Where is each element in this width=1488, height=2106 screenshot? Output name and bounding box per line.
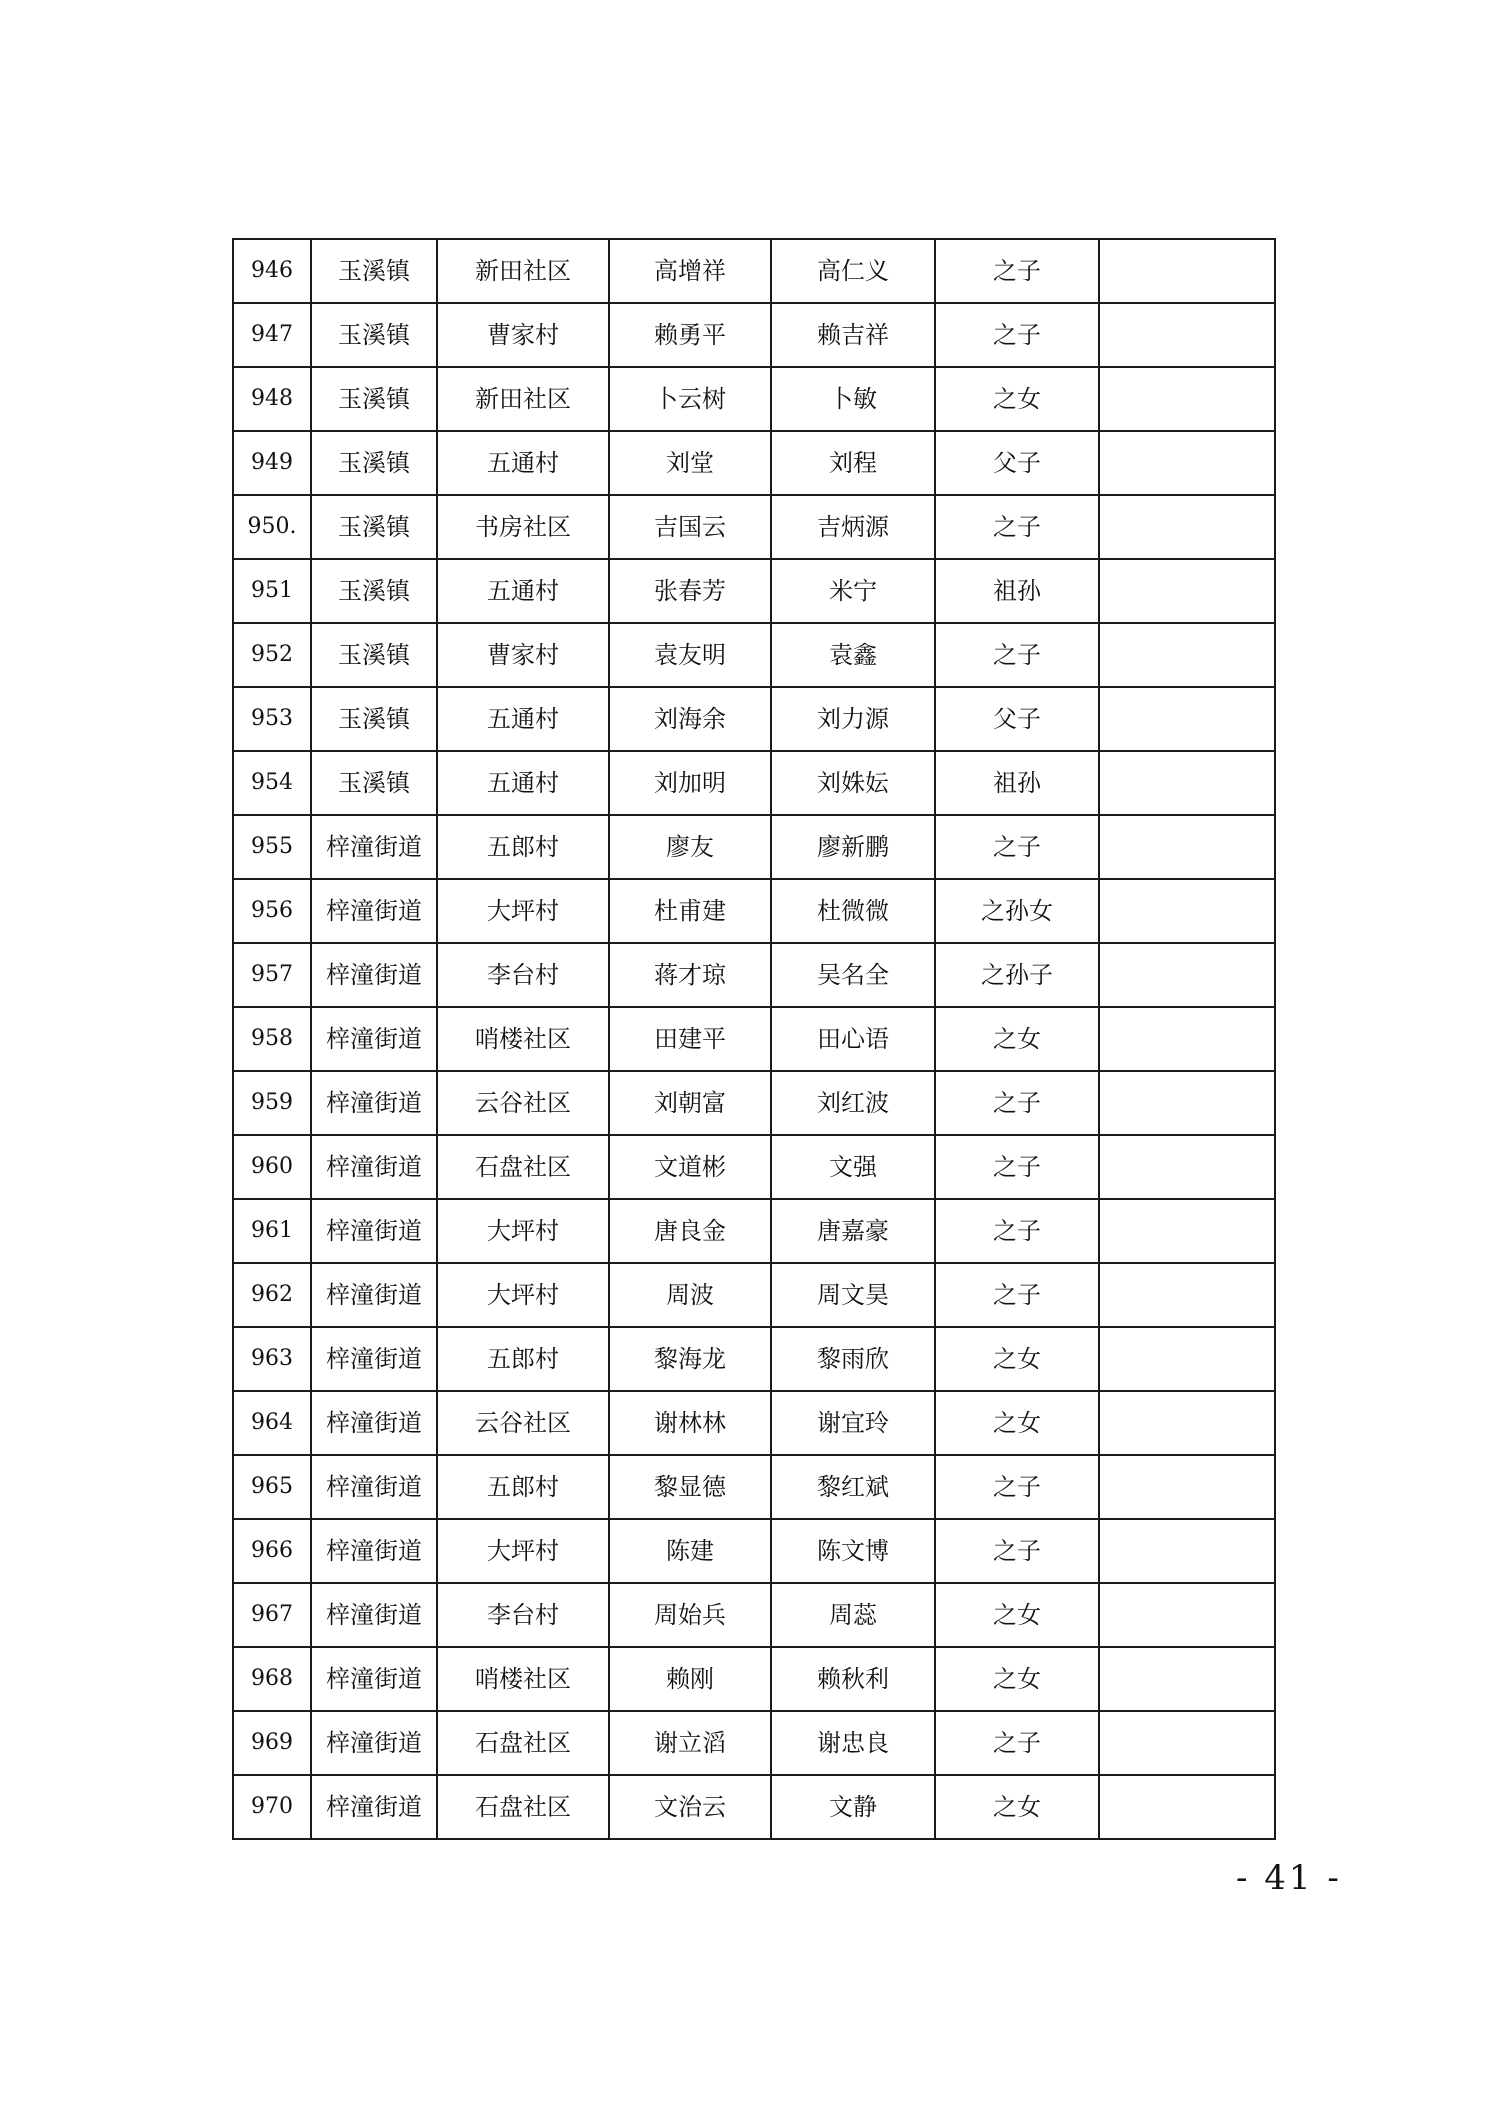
village-cell: 五通村 bbox=[437, 687, 609, 751]
relation-cell: 之子 bbox=[935, 495, 1099, 559]
table-row bbox=[233, 1711, 1275, 1775]
village-cell: 哨楼社区 bbox=[437, 1007, 609, 1071]
name-cell: 刘堂 bbox=[609, 431, 771, 495]
village-cell: 大坪村 bbox=[437, 879, 609, 943]
row-number: 955 bbox=[233, 815, 311, 879]
relative-name-cell: 谢宜玲 bbox=[771, 1391, 935, 1455]
name-cell: 高增祥 bbox=[609, 239, 771, 303]
relation-cell: 之女 bbox=[935, 1327, 1099, 1391]
note-cell bbox=[1099, 431, 1275, 495]
table-row bbox=[233, 1327, 1275, 1391]
town-cell: 梓潼街道 bbox=[311, 815, 437, 879]
relation-cell: 之子 bbox=[935, 303, 1099, 367]
relative-name-cell: 黎雨欣 bbox=[771, 1327, 935, 1391]
note-cell bbox=[1099, 239, 1275, 303]
relative-name-cell: 袁鑫 bbox=[771, 623, 935, 687]
relation-cell: 之女 bbox=[935, 1391, 1099, 1455]
village-cell: 哨楼社区 bbox=[437, 1647, 609, 1711]
relation-cell: 之子 bbox=[935, 1711, 1099, 1775]
relative-name-cell: 陈文博 bbox=[771, 1519, 935, 1583]
town-cell: 梓潼街道 bbox=[311, 1071, 437, 1135]
note-cell bbox=[1099, 1071, 1275, 1135]
relation-cell: 之子 bbox=[935, 239, 1099, 303]
village-cell: 五通村 bbox=[437, 559, 609, 623]
relative-name-cell: 文强 bbox=[771, 1135, 935, 1199]
village-cell: 五通村 bbox=[437, 431, 609, 495]
row-number: 949 bbox=[233, 431, 311, 495]
relation-cell: 之孙子 bbox=[935, 943, 1099, 1007]
row-number: 965 bbox=[233, 1455, 311, 1519]
town-cell: 梓潼街道 bbox=[311, 1647, 437, 1711]
relation-cell: 祖孙 bbox=[935, 751, 1099, 815]
name-cell: 吉国云 bbox=[609, 495, 771, 559]
name-cell: 赖勇平 bbox=[609, 303, 771, 367]
relative-name-cell: 廖新鹏 bbox=[771, 815, 935, 879]
name-cell: 袁友明 bbox=[609, 623, 771, 687]
table-row bbox=[233, 303, 1275, 367]
relation-cell: 之子 bbox=[935, 1199, 1099, 1263]
relation-cell: 之女 bbox=[935, 1647, 1099, 1711]
name-cell: 文道彬 bbox=[609, 1135, 771, 1199]
row-number: 966 bbox=[233, 1519, 311, 1583]
relative-name-cell: 周文昊 bbox=[771, 1263, 935, 1327]
relative-name-cell: 刘姝妘 bbox=[771, 751, 935, 815]
table-row bbox=[233, 1583, 1275, 1647]
name-cell: 蒋才琼 bbox=[609, 943, 771, 1007]
name-cell: 黎海龙 bbox=[609, 1327, 771, 1391]
village-cell: 书房社区 bbox=[437, 495, 609, 559]
table-row bbox=[233, 751, 1275, 815]
village-cell: 大坪村 bbox=[437, 1199, 609, 1263]
note-cell bbox=[1099, 1519, 1275, 1583]
relative-name-cell: 周蕊 bbox=[771, 1583, 935, 1647]
relative-name-cell: 赖吉祥 bbox=[771, 303, 935, 367]
table-row bbox=[233, 239, 1275, 303]
town-cell: 玉溪镇 bbox=[311, 239, 437, 303]
name-cell: 周波 bbox=[609, 1263, 771, 1327]
table-row bbox=[233, 815, 1275, 879]
table-row bbox=[233, 623, 1275, 687]
row-number: 958 bbox=[233, 1007, 311, 1071]
note-cell bbox=[1099, 751, 1275, 815]
relative-name-cell: 赖秋利 bbox=[771, 1647, 935, 1711]
relation-cell: 父子 bbox=[935, 431, 1099, 495]
table-row bbox=[233, 1455, 1275, 1519]
town-cell: 梓潼街道 bbox=[311, 1583, 437, 1647]
town-cell: 梓潼街道 bbox=[311, 1327, 437, 1391]
name-cell: 周始兵 bbox=[609, 1583, 771, 1647]
relation-cell: 之子 bbox=[935, 623, 1099, 687]
relative-name-cell: 刘力源 bbox=[771, 687, 935, 751]
name-cell: 张春芳 bbox=[609, 559, 771, 623]
relation-cell: 之女 bbox=[935, 367, 1099, 431]
village-cell: 五通村 bbox=[437, 751, 609, 815]
town-cell: 玉溪镇 bbox=[311, 367, 437, 431]
village-cell: 五郎村 bbox=[437, 815, 609, 879]
note-cell bbox=[1099, 1007, 1275, 1071]
table-row bbox=[233, 1519, 1275, 1583]
village-cell: 大坪村 bbox=[437, 1519, 609, 1583]
note-cell bbox=[1099, 1199, 1275, 1263]
row-number: 952 bbox=[233, 623, 311, 687]
name-cell: 黎显德 bbox=[609, 1455, 771, 1519]
row-number: 962 bbox=[233, 1263, 311, 1327]
relative-name-cell: 吴名全 bbox=[771, 943, 935, 1007]
note-cell bbox=[1099, 1391, 1275, 1455]
town-cell: 梓潼街道 bbox=[311, 1199, 437, 1263]
relative-name-cell: 黎红斌 bbox=[771, 1455, 935, 1519]
relation-cell: 之孙女 bbox=[935, 879, 1099, 943]
town-cell: 梓潼街道 bbox=[311, 1711, 437, 1775]
relation-cell: 父子 bbox=[935, 687, 1099, 751]
note-cell bbox=[1099, 1455, 1275, 1519]
note-cell bbox=[1099, 367, 1275, 431]
name-cell: 赖刚 bbox=[609, 1647, 771, 1711]
name-cell: 刘加明 bbox=[609, 751, 771, 815]
table-row bbox=[233, 1007, 1275, 1071]
relation-cell: 祖孙 bbox=[935, 559, 1099, 623]
village-cell: 新田社区 bbox=[437, 367, 609, 431]
town-cell: 梓潼街道 bbox=[311, 1775, 437, 1839]
row-number: 959 bbox=[233, 1071, 311, 1135]
town-cell: 梓潼街道 bbox=[311, 1455, 437, 1519]
note-cell bbox=[1099, 687, 1275, 751]
row-number: 968 bbox=[233, 1647, 311, 1711]
relative-name-cell: 杜微微 bbox=[771, 879, 935, 943]
village-cell: 新田社区 bbox=[437, 239, 609, 303]
note-cell bbox=[1099, 303, 1275, 367]
village-cell: 曹家村 bbox=[437, 303, 609, 367]
relative-name-cell: 高仁义 bbox=[771, 239, 935, 303]
relation-cell: 之子 bbox=[935, 1071, 1099, 1135]
note-cell bbox=[1099, 815, 1275, 879]
name-cell: 廖友 bbox=[609, 815, 771, 879]
table-row bbox=[233, 943, 1275, 1007]
name-cell: 谢林林 bbox=[609, 1391, 771, 1455]
table-row bbox=[233, 687, 1275, 751]
relation-cell: 之女 bbox=[935, 1775, 1099, 1839]
village-cell: 大坪村 bbox=[437, 1263, 609, 1327]
note-cell bbox=[1099, 623, 1275, 687]
relative-name-cell: 卜敏 bbox=[771, 367, 935, 431]
note-cell bbox=[1099, 1711, 1275, 1775]
row-number: 970 bbox=[233, 1775, 311, 1839]
village-cell: 五郎村 bbox=[437, 1327, 609, 1391]
relative-name-cell: 刘程 bbox=[771, 431, 935, 495]
row-number: 946 bbox=[233, 239, 311, 303]
roster-table-body bbox=[233, 239, 1275, 1839]
row-number: 951 bbox=[233, 559, 311, 623]
town-cell: 玉溪镇 bbox=[311, 495, 437, 559]
relation-cell: 之子 bbox=[935, 815, 1099, 879]
row-number: 960 bbox=[233, 1135, 311, 1199]
village-cell: 云谷社区 bbox=[437, 1071, 609, 1135]
village-cell: 李台村 bbox=[437, 943, 609, 1007]
table-row bbox=[233, 431, 1275, 495]
name-cell: 陈建 bbox=[609, 1519, 771, 1583]
relative-name-cell: 吉炳源 bbox=[771, 495, 935, 559]
relative-name-cell: 刘红波 bbox=[771, 1071, 935, 1135]
relative-name-cell: 文静 bbox=[771, 1775, 935, 1839]
note-cell bbox=[1099, 879, 1275, 943]
village-cell: 曹家村 bbox=[437, 623, 609, 687]
note-cell bbox=[1099, 1135, 1275, 1199]
village-cell: 云谷社区 bbox=[437, 1391, 609, 1455]
town-cell: 梓潼街道 bbox=[311, 1135, 437, 1199]
relative-name-cell: 谢忠良 bbox=[771, 1711, 935, 1775]
table-row bbox=[233, 1775, 1275, 1839]
table-row bbox=[233, 879, 1275, 943]
row-number: 957 bbox=[233, 943, 311, 1007]
name-cell: 刘海余 bbox=[609, 687, 771, 751]
table-row bbox=[233, 1647, 1275, 1711]
page-number: - 41 - bbox=[1236, 1858, 1342, 1898]
relation-cell: 之女 bbox=[935, 1007, 1099, 1071]
town-cell: 梓潼街道 bbox=[311, 1007, 437, 1071]
table-row bbox=[233, 559, 1275, 623]
row-number: 950. bbox=[233, 495, 311, 559]
table-row bbox=[233, 1135, 1275, 1199]
town-cell: 玉溪镇 bbox=[311, 303, 437, 367]
table-row bbox=[233, 495, 1275, 559]
table-row bbox=[233, 1199, 1275, 1263]
name-cell: 唐良金 bbox=[609, 1199, 771, 1263]
relation-cell: 之子 bbox=[935, 1263, 1099, 1327]
note-cell bbox=[1099, 1647, 1275, 1711]
relative-name-cell: 米宁 bbox=[771, 559, 935, 623]
relation-cell: 之子 bbox=[935, 1519, 1099, 1583]
town-cell: 玉溪镇 bbox=[311, 751, 437, 815]
village-cell: 石盘社区 bbox=[437, 1711, 609, 1775]
note-cell bbox=[1099, 943, 1275, 1007]
row-number: 961 bbox=[233, 1199, 311, 1263]
row-number: 947 bbox=[233, 303, 311, 367]
town-cell: 玉溪镇 bbox=[311, 431, 437, 495]
name-cell: 谢立滔 bbox=[609, 1711, 771, 1775]
name-cell: 刘朝富 bbox=[609, 1071, 771, 1135]
town-cell: 梓潼街道 bbox=[311, 943, 437, 1007]
note-cell bbox=[1099, 1775, 1275, 1839]
town-cell: 玉溪镇 bbox=[311, 687, 437, 751]
note-cell bbox=[1099, 1263, 1275, 1327]
table-row bbox=[233, 367, 1275, 431]
row-number: 964 bbox=[233, 1391, 311, 1455]
village-cell: 李台村 bbox=[437, 1583, 609, 1647]
row-number: 956 bbox=[233, 879, 311, 943]
note-cell bbox=[1099, 559, 1275, 623]
row-number: 963 bbox=[233, 1327, 311, 1391]
town-cell: 梓潼街道 bbox=[311, 1519, 437, 1583]
town-cell: 梓潼街道 bbox=[311, 879, 437, 943]
table-row bbox=[233, 1391, 1275, 1455]
row-number: 954 bbox=[233, 751, 311, 815]
note-cell bbox=[1099, 495, 1275, 559]
town-cell: 玉溪镇 bbox=[311, 623, 437, 687]
name-cell: 文治云 bbox=[609, 1775, 771, 1839]
relation-cell: 之子 bbox=[935, 1455, 1099, 1519]
name-cell: 卜云树 bbox=[609, 367, 771, 431]
row-number: 969 bbox=[233, 1711, 311, 1775]
relation-cell: 之女 bbox=[935, 1583, 1099, 1647]
note-cell bbox=[1099, 1583, 1275, 1647]
village-cell: 石盘社区 bbox=[437, 1775, 609, 1839]
town-cell: 玉溪镇 bbox=[311, 559, 437, 623]
relation-cell: 之子 bbox=[935, 1135, 1099, 1199]
note-cell bbox=[1099, 1327, 1275, 1391]
name-cell: 田建平 bbox=[609, 1007, 771, 1071]
village-cell: 五郎村 bbox=[437, 1455, 609, 1519]
name-cell: 杜甫建 bbox=[609, 879, 771, 943]
relative-name-cell: 唐嘉豪 bbox=[771, 1199, 935, 1263]
table-row bbox=[233, 1071, 1275, 1135]
town-cell: 梓潼街道 bbox=[311, 1391, 437, 1455]
row-number: 967 bbox=[233, 1583, 311, 1647]
roster-table bbox=[232, 238, 1276, 1840]
village-cell: 石盘社区 bbox=[437, 1135, 609, 1199]
row-number: 948 bbox=[233, 367, 311, 431]
town-cell: 梓潼街道 bbox=[311, 1263, 437, 1327]
table-row bbox=[233, 1263, 1275, 1327]
row-number: 953 bbox=[233, 687, 311, 751]
relative-name-cell: 田心语 bbox=[771, 1007, 935, 1071]
